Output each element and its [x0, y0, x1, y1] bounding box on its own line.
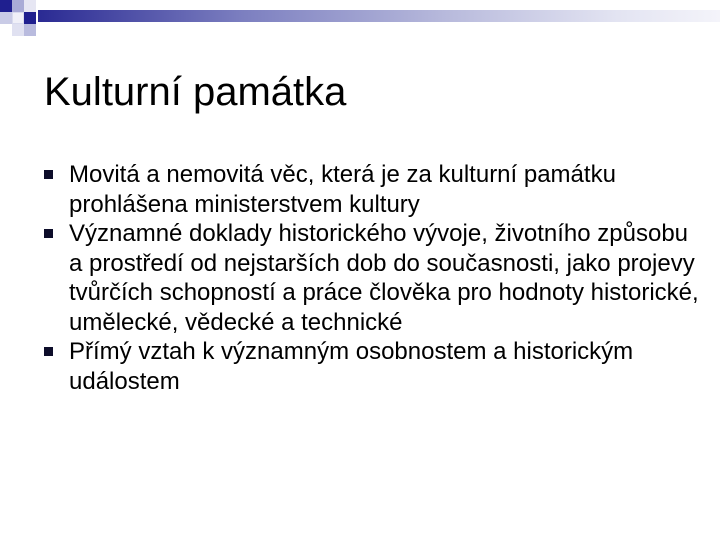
bullet-text: Přímý vztah k významným osobnostem a historickým událostem	[69, 338, 634, 395]
square-bullet-icon	[44, 170, 53, 179]
corner-decoration-square	[24, 24, 36, 36]
bullet-text: Významné doklady historického vývoje, životního způsobu a prostředí od nejstarších dob do současnosti, jako projevy tvůrčích schopností a práce člověka pro hodnoty historické, umělecké, vědecké a technické	[69, 220, 699, 336]
square-bullet-icon	[44, 347, 53, 356]
bullet-item	[44, 219, 704, 337]
bullet-list	[44, 160, 704, 396]
corner-decoration-square	[24, 0, 36, 12]
corner-decoration-square	[0, 0, 12, 12]
corner-decoration-square	[12, 12, 24, 24]
bullet-text: Movitá a nemovitá věc, která je za kulturní památku prohlášena ministerstvem kultury	[69, 161, 616, 218]
corner-decoration-square	[0, 12, 12, 24]
bullet-item	[44, 160, 704, 219]
corner-decoration-square	[12, 0, 24, 12]
square-bullet-icon	[44, 229, 53, 238]
corner-decoration-square	[24, 12, 36, 24]
bullet-item	[44, 337, 704, 396]
top-gradient-band	[38, 10, 720, 22]
corner-decoration-square	[12, 24, 24, 36]
slide-title: Kulturní památka	[44, 70, 347, 114]
